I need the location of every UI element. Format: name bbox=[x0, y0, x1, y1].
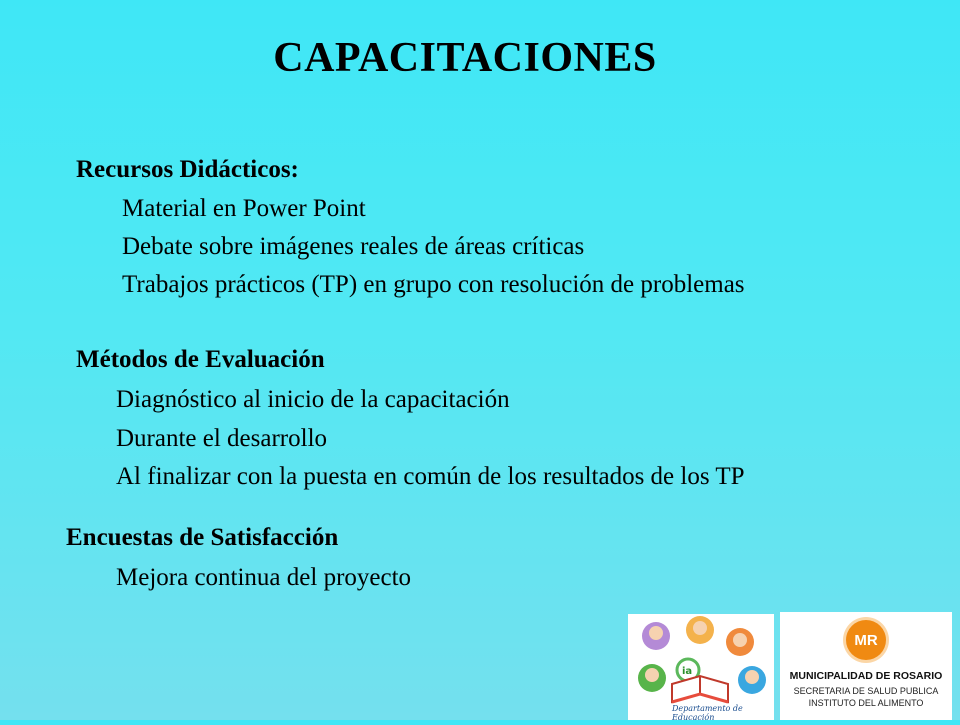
education-department-logo bbox=[628, 614, 774, 720]
section-heading-recursos: Recursos Didácticos: bbox=[76, 156, 299, 183]
list-item: Mejora continua del proyecto bbox=[116, 564, 412, 591]
municipal-institute: INSTITUTO DEL ALIMENTO bbox=[808, 698, 924, 708]
section-heading-metodos: Métodos de Evaluación bbox=[76, 346, 325, 373]
list-item: Material en Power Point bbox=[122, 195, 366, 222]
list-item: Debate sobre imágenes reales de áreas críticas bbox=[122, 233, 585, 260]
list-item: Diagnóstico al inicio de la capacitación bbox=[116, 386, 510, 413]
municipal-logo bbox=[780, 612, 952, 720]
svg-text:ia: ia bbox=[682, 666, 693, 677]
slide-title: CAPACITACIONES bbox=[273, 35, 657, 81]
education-caption: Departamento de Educación bbox=[672, 704, 743, 722]
list-item: Al finalizar con la puesta en común de los resultados de los TP bbox=[116, 463, 745, 490]
list-item: Durante el desarrollo bbox=[116, 425, 328, 452]
list-item: Trabajos prácticos (TP) en grupo con resolución de problemas bbox=[122, 271, 745, 298]
municipal-name: MUNICIPALIDAD DE ROSARIO bbox=[789, 670, 943, 682]
section-heading-encuestas: Encuestas de Satisfacción bbox=[66, 524, 339, 551]
mr-logo-mark: MR bbox=[846, 620, 886, 660]
municipal-secretariat: SECRETARIA DE SALUD PUBLICA bbox=[793, 686, 939, 696]
